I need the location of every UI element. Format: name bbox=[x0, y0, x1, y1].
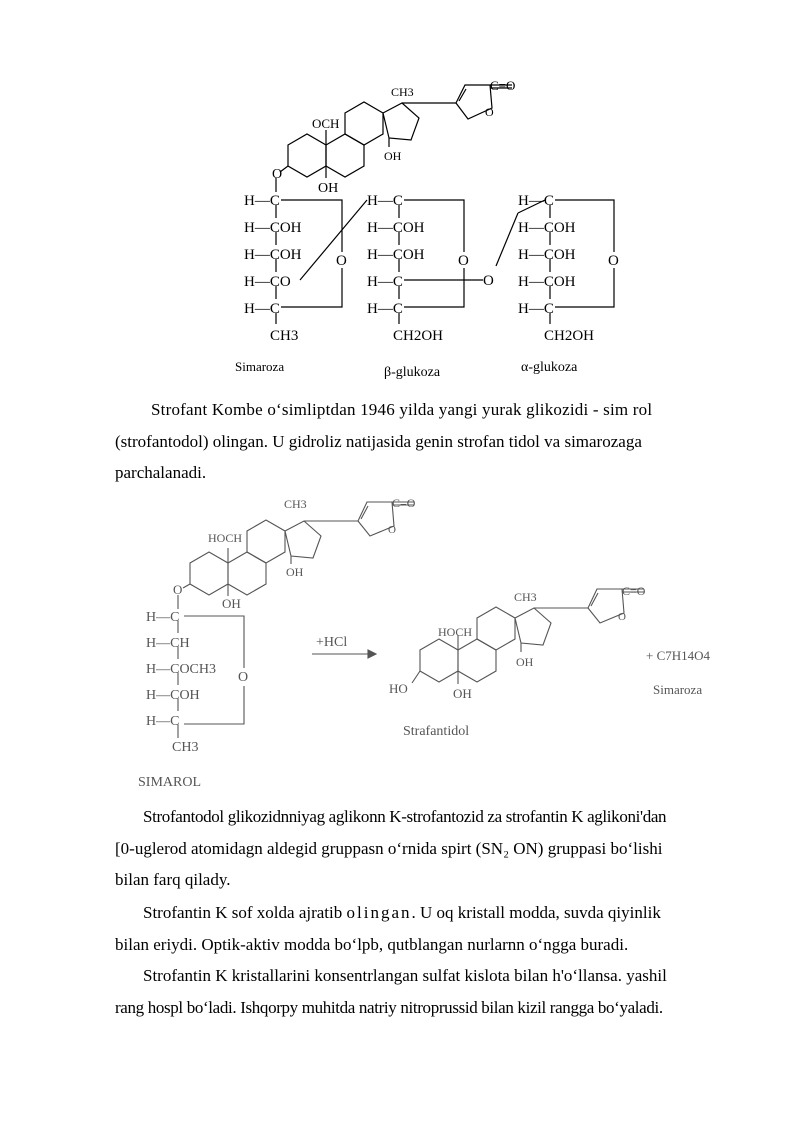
carbonyl-label: C=O bbox=[622, 584, 646, 598]
oh-label: OH bbox=[384, 149, 402, 163]
sugar2-row: H—COH bbox=[367, 247, 425, 263]
oh-label: OH bbox=[222, 596, 241, 611]
paragraph-3 bbox=[115, 897, 742, 960]
ring-oxygen: O bbox=[173, 582, 183, 597]
sugar-ring-oxygen: O bbox=[238, 670, 249, 685]
paragraph-line: bilan eriydi. Optik-aktiv modda bo‘lpb, qutblangan nurlarnn o‘ngga buradi. bbox=[115, 934, 629, 954]
sugar3-ring-oxygen: O bbox=[608, 253, 619, 269]
paragraph-line: bilan farq qilady. bbox=[115, 870, 231, 889]
paragraph-line bbox=[115, 897, 742, 929]
carbonyl-label: C=O bbox=[392, 496, 416, 510]
sugar-row: H—C bbox=[146, 714, 180, 729]
spaced-word: olingan bbox=[346, 903, 412, 922]
product-caption: Strafantidol bbox=[403, 724, 470, 739]
sugar3-row: H—C bbox=[518, 193, 554, 209]
paragraph-line: parchalanadi. bbox=[115, 463, 207, 482]
oh-label: OH bbox=[516, 655, 534, 669]
sugar1-caption: Simaroza bbox=[235, 359, 285, 374]
plus-caption: Simaroza bbox=[653, 682, 703, 697]
sugar-row: H—COCH3 bbox=[146, 662, 217, 677]
oh-label: OH bbox=[318, 181, 339, 196]
sugar3-row: H—COH bbox=[518, 274, 576, 290]
sugar2-row: H—COH bbox=[367, 220, 425, 236]
paragraph-2 bbox=[115, 801, 742, 896]
sugar1-row: H—COH bbox=[244, 220, 302, 236]
sugar2-row: H—C bbox=[367, 274, 403, 290]
ch3-label: CH3 bbox=[391, 85, 414, 99]
paragraph-line: Strofant Kombe o‘simliptdan 1946 yilda yangi yurak glikozidi - sim rol bbox=[151, 400, 653, 419]
sugar1-row: H—C bbox=[244, 193, 280, 209]
paragraph-1 bbox=[115, 394, 742, 489]
sugar1-row: H—COH bbox=[244, 247, 302, 263]
sugar3-row: H—C bbox=[518, 301, 554, 317]
paragraph-4 bbox=[115, 960, 742, 1023]
hoch-label: HOCH bbox=[438, 625, 473, 639]
och-label: OCH bbox=[312, 116, 340, 131]
sugar3-row: H—COH bbox=[518, 220, 576, 236]
reaction-figure-2 bbox=[0, 488, 800, 788]
structure-figure-1 bbox=[0, 0, 800, 385]
carbonyl-label: C=O bbox=[490, 78, 516, 93]
sugar-row: H—C bbox=[146, 610, 180, 625]
text-run: . U oq kristall modda, suvda qiyinlik bbox=[411, 903, 661, 922]
paragraph-line: (strofantodol) olingan. U gidroliz natijasida genin strofan tidol va simarozaga bbox=[115, 431, 642, 451]
sugar3-row: CH2OH bbox=[544, 328, 595, 344]
oh-label: OH bbox=[286, 565, 304, 579]
sugar2-ring-oxygen: O bbox=[458, 253, 469, 269]
text-run: Strofantin K sof xolda ajratib bbox=[143, 903, 347, 922]
sugar-row: H—COH bbox=[146, 688, 200, 703]
sugar3-row: H—COH bbox=[518, 247, 576, 263]
paragraph-line: rang hospl bo‘ladi. Ishqorpy muhitda natriy nitroprussid bilan kizil rangga bo‘yaladi. bbox=[115, 997, 663, 1017]
ch3-label: CH3 bbox=[284, 497, 307, 511]
sugar2-row: H—C bbox=[367, 301, 403, 317]
glycosidic-oxygen: O bbox=[483, 273, 494, 289]
plus-formula: + C7H14O4 bbox=[646, 648, 711, 663]
paragraph-line: Strofantin K kristallarini konsentrlangan sulfat kislota bilan h'o‘llansa. yashil bbox=[143, 966, 667, 985]
sugar-row: H—CH bbox=[146, 636, 190, 651]
paragraph-line: Strofantodol glikozidnniyag aglikonn K-strofantozid za strofantin K aglikoni'dan bbox=[143, 807, 667, 826]
sugar1-row: H—CO bbox=[244, 274, 291, 290]
lactone-oxygen: O bbox=[388, 524, 396, 536]
reagent-label: +HCl bbox=[316, 635, 348, 650]
lactone-oxygen: O bbox=[485, 105, 494, 119]
sugar1-row: H—C bbox=[244, 301, 280, 317]
ring-oxygen: O bbox=[272, 167, 283, 182]
ch3-label: CH3 bbox=[514, 590, 537, 604]
sugar1-ring-oxygen: O bbox=[336, 253, 347, 269]
lactone-oxygen: O bbox=[618, 611, 626, 623]
sugar3-caption: α-glukoza bbox=[521, 360, 578, 375]
oh-label: OH bbox=[453, 686, 472, 701]
paragraph-line: [0-uglerod atomidagn aldegid gruppasn o‘rnida spirt (SN₂ ON) gruppasi bo‘lishi bbox=[115, 838, 663, 858]
sugar1-row: CH3 bbox=[270, 328, 299, 344]
hoch-label: HOCH bbox=[208, 531, 243, 545]
sugar2-row: H—C bbox=[367, 193, 403, 209]
sugar2-caption: β-glukoza bbox=[384, 365, 441, 380]
ho-label: HO bbox=[389, 681, 408, 696]
sugar-row: CH3 bbox=[172, 740, 199, 755]
sugar2-row: CH2OH bbox=[393, 328, 444, 344]
left-caption: SIMAROL bbox=[138, 775, 202, 788]
